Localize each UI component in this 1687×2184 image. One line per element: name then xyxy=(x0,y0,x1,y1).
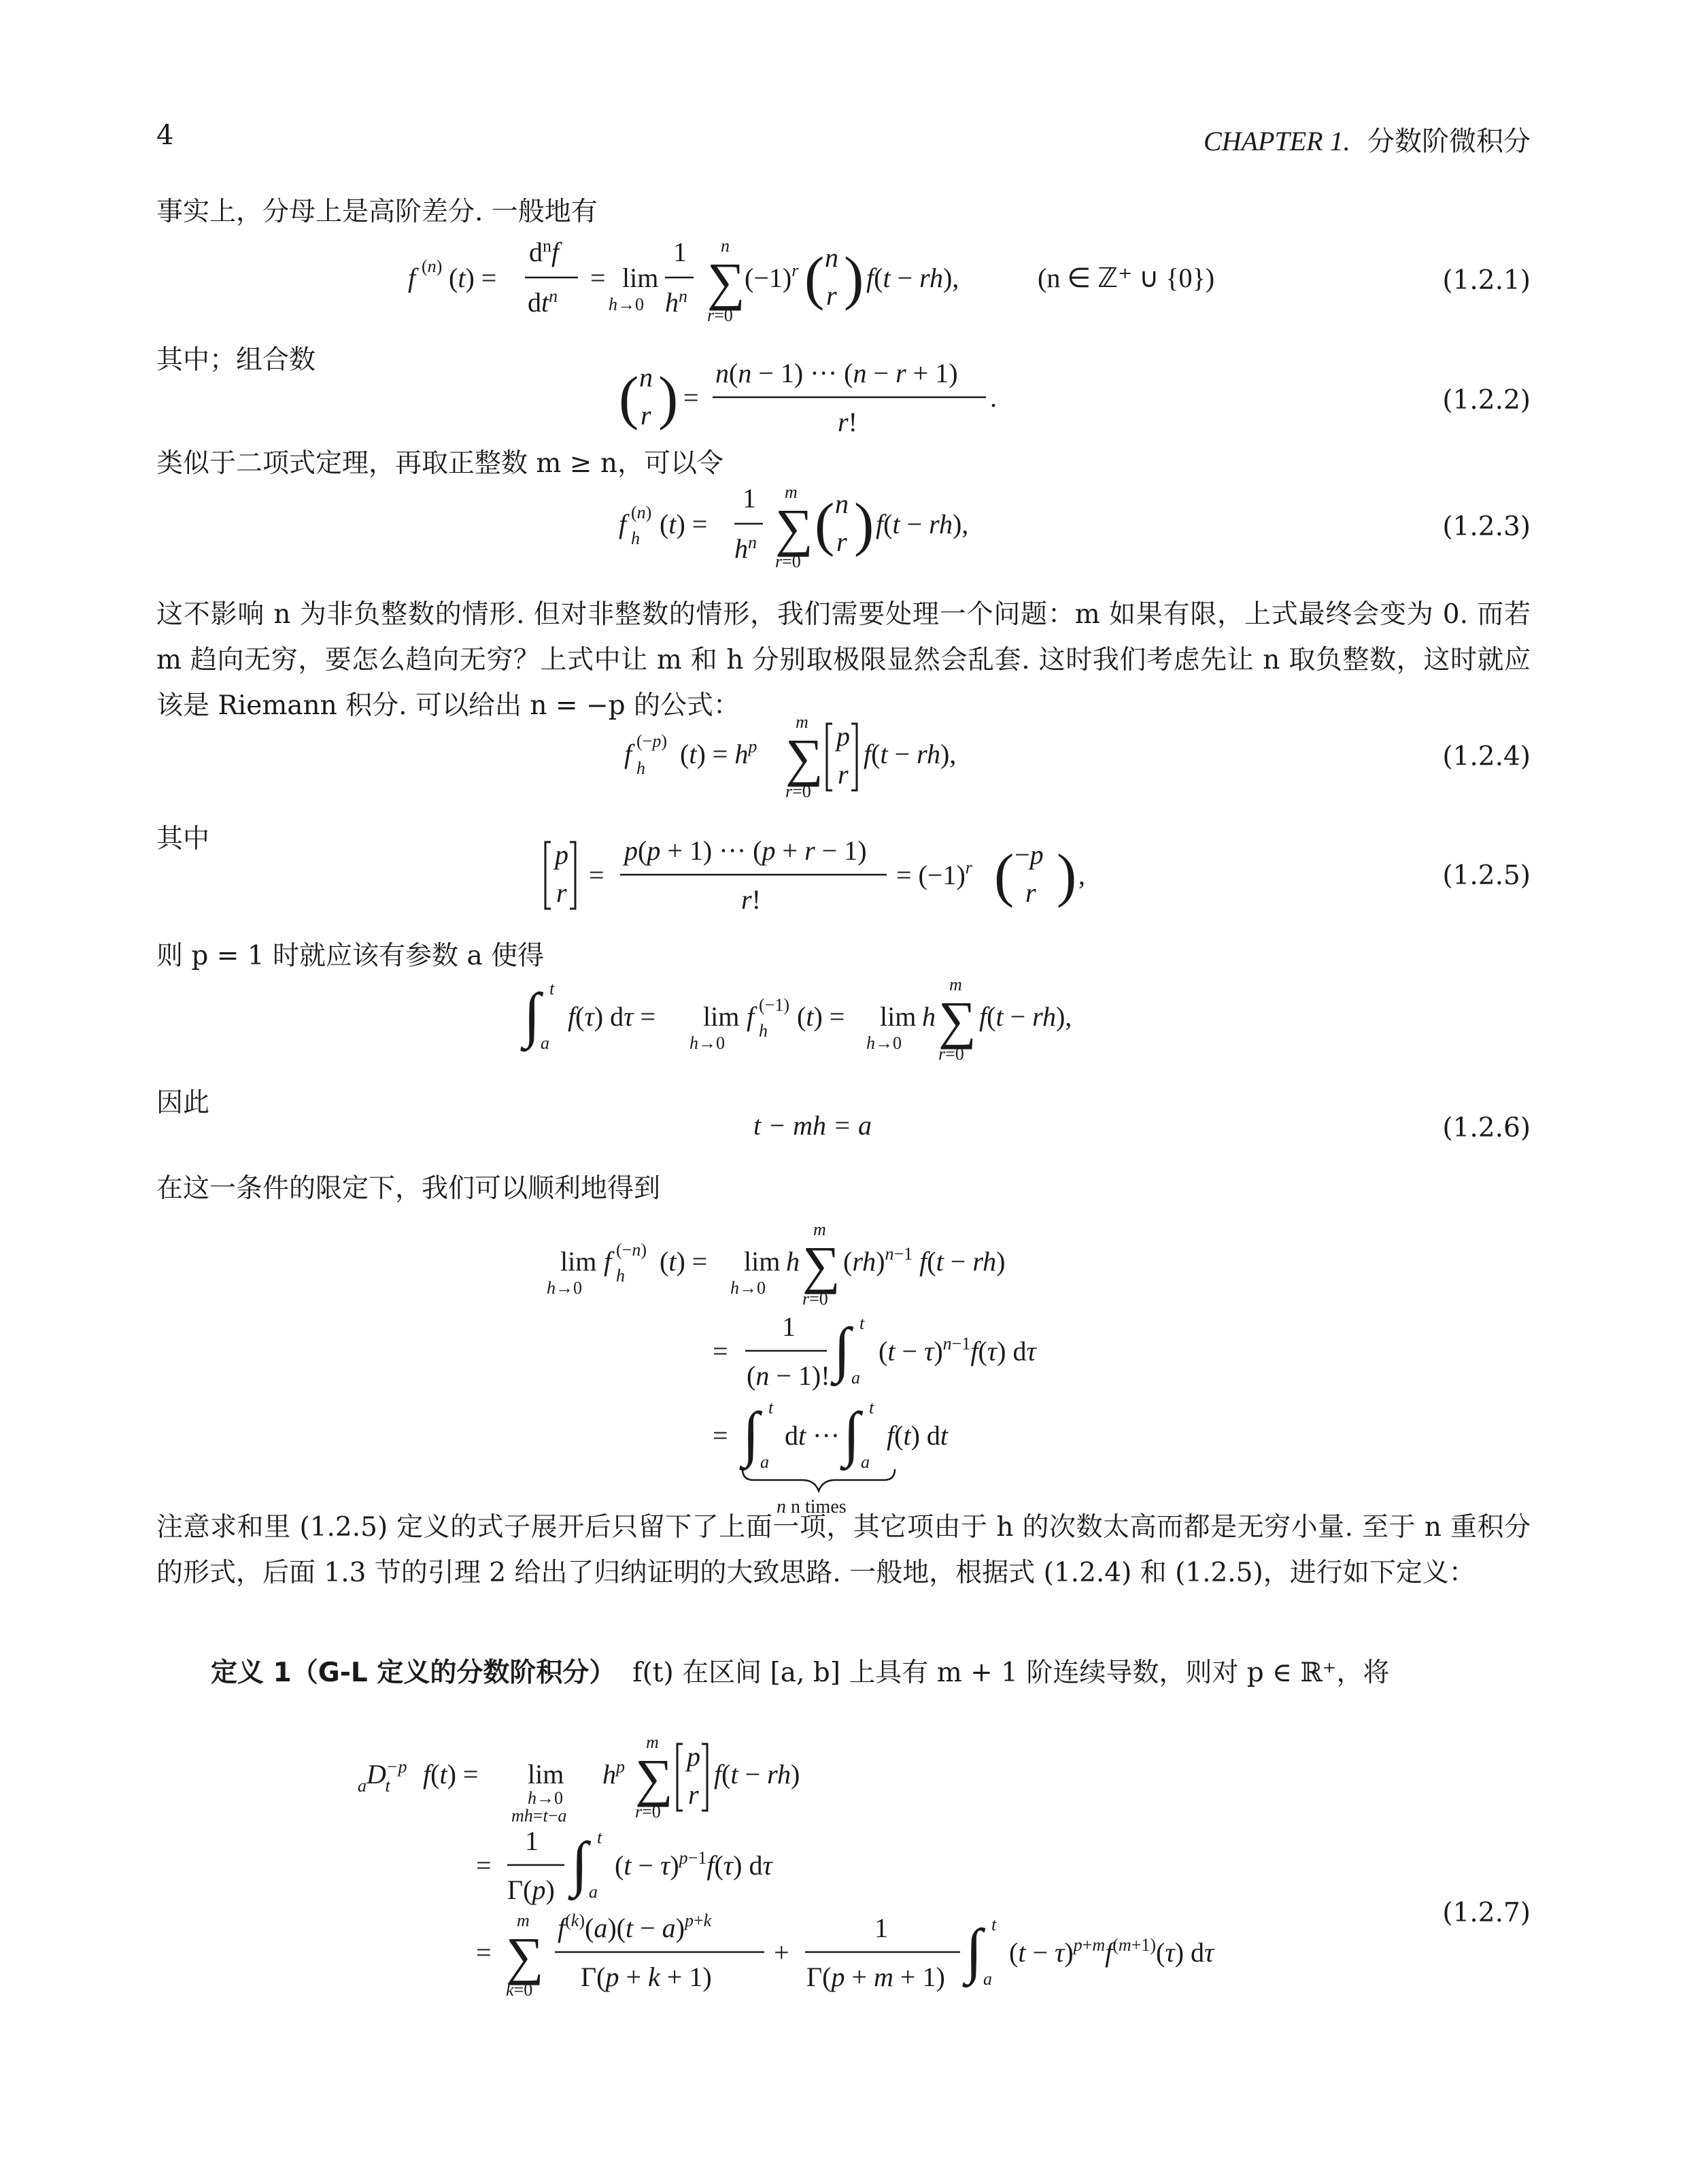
equation-number-7: (1.2.7) xyxy=(1442,1898,1531,1928)
svg-text:f: f xyxy=(604,1246,612,1277)
svg-text:−p: −p xyxy=(1015,839,1044,870)
svg-text:1: 1 xyxy=(525,1826,539,1856)
svg-text:f: f xyxy=(619,509,627,539)
svg-text:n: n xyxy=(639,362,653,392)
svg-text:aD−pt: $_aD^{-p}$ t xyxy=(358,1757,407,1796)
svg-text:f(k)(a)(t − a)p+k: $f^{(k)}(a)(t - a)^{p+k}$ xyxy=(558,1911,712,1943)
svg-text:∑: ∑ xyxy=(785,728,823,787)
svg-text:n: n xyxy=(721,236,730,256)
svg-text:n(n − 1) ··· (n − r + 1): n(n − 1) ··· (n − r + 1) xyxy=(715,358,958,388)
svg-text:f(t − rh),: f(t − rh), xyxy=(876,509,969,539)
equation-1-condition: (n ∈ ℤ⁺ ∪ {0}) xyxy=(1038,263,1215,293)
svg-text:h→0: h→0 xyxy=(866,1033,902,1053)
svg-text:r=0: r=0 xyxy=(775,552,801,571)
svg-text:1: 1 xyxy=(743,483,756,514)
definition-heading: 定义 1（G-L 定义的分数阶积分） xyxy=(211,1658,616,1688)
equation-number-6: (1.2.6) xyxy=(1442,1113,1531,1143)
svg-text:hn: $h^n$ xyxy=(665,286,687,318)
svg-text:m: m xyxy=(813,1220,826,1239)
svg-text:f(τ) dτ =: f(τ) dτ = xyxy=(568,1001,655,1032)
svg-text:∫: ∫ xyxy=(524,981,541,1049)
svg-text:f(t − rh),: f(t − rh), xyxy=(864,739,957,769)
svg-text:r=0: r=0 xyxy=(785,782,811,801)
svg-text:h: h xyxy=(759,1021,768,1041)
chapter-label: CHAPTER 1. xyxy=(1204,126,1350,156)
svg-text:n: n xyxy=(835,488,849,519)
svg-text:r=0: r=0 xyxy=(635,1802,661,1821)
svg-text:f(t − rh),: f(t − rh), xyxy=(866,263,959,293)
svg-text:(: ( xyxy=(815,492,835,558)
svg-text:f(t) =: f(t) = xyxy=(423,1759,479,1790)
svg-text:a: a xyxy=(589,1882,598,1902)
equation-1-2-6 xyxy=(753,1110,872,1141)
svg-text:1: 1 xyxy=(874,1913,888,1943)
svg-text:): ) xyxy=(844,246,864,312)
svg-text:=: = xyxy=(713,1336,728,1366)
svg-text:∑: ∑ xyxy=(775,498,813,557)
equation-1-2-4 xyxy=(624,712,956,801)
svg-text:Γ(p + m + 1): Γ(p + m + 1) xyxy=(806,1962,945,1992)
svg-text:(t − τ)p+mf(m+1)(τ) dτ: $(t - \tau)^{p+m}f^{(m+1)}(\tau)$ dτ xyxy=(1009,1935,1214,1968)
svg-text:a: a xyxy=(851,1368,860,1388)
svg-text:t: t xyxy=(768,1398,774,1417)
paragraph-3: 类似于二项式定理，再取正整数 m ≥ n，可以令 xyxy=(156,448,723,479)
svg-text:mh=t−a: mh=t−a xyxy=(511,1806,567,1826)
svg-text:): ) xyxy=(1057,843,1077,909)
svg-text:a: a xyxy=(541,1033,549,1053)
chapter-title: 分数阶微积分 xyxy=(1367,126,1531,157)
svg-text:dt ···: dt ··· xyxy=(785,1420,840,1451)
equation-1-2-2 xyxy=(619,358,997,437)
svg-text:r: r xyxy=(826,280,837,311)
equation-number-2: (1.2.2) xyxy=(1442,385,1531,416)
svg-text:h: h xyxy=(922,1001,936,1032)
svg-text:f(t − rh),: f(t − rh), xyxy=(979,1001,1072,1032)
paragraph-6: 则 p = 1 时就应该有参数 a 使得 xyxy=(156,941,545,971)
svg-text:r!: r! xyxy=(838,407,857,437)
paragraph-9: 注意求和里 (1.2.5) 定义的式子展开后只留下了上面一项，其它项由于 h 的次数太高而都是无穷小量. 至于 n 重积分的形式，后面 1.3 节的引理 2 给出了归纳证明的大致思路. 一般地，根据式 (1.2.4) 和 (1.2.5)，进行如下定义： xyxy=(156,1512,1531,1588)
svg-text:(n): (n) xyxy=(631,503,652,522)
svg-text:h→0: h→0 xyxy=(689,1033,725,1053)
svg-text:f(t) dt: f(t) dt xyxy=(887,1420,949,1451)
svg-text:lim: lim xyxy=(528,1759,564,1790)
svg-text:r=0: r=0 xyxy=(938,1044,964,1064)
paragraph-5: 其中 xyxy=(156,824,210,854)
svg-text:(−p): (−p) xyxy=(636,731,667,751)
svg-text:∫: ∫ xyxy=(743,1400,760,1468)
svg-text:(: ( xyxy=(804,246,825,312)
svg-text:lim: lim xyxy=(560,1246,597,1277)
svg-text:t: t xyxy=(549,979,555,998)
svg-text:=: = xyxy=(589,860,604,890)
svg-text:=: = xyxy=(590,263,606,293)
svg-text:(t) =: (t) = xyxy=(797,1001,845,1032)
svg-text:(n − 1)!: (n − 1)! xyxy=(747,1360,830,1391)
svg-text:(t) = hp: $(t) = h^p$ xyxy=(680,737,757,769)
svg-text:r: r xyxy=(641,400,651,431)
svg-text:r=0: r=0 xyxy=(802,1289,828,1309)
svg-text:a: a xyxy=(760,1452,769,1472)
svg-text:=: = xyxy=(683,382,699,413)
svg-text:(−n): (−n) xyxy=(616,1240,647,1260)
equation-1-2-3 xyxy=(619,482,968,571)
svg-text:t: t xyxy=(597,1828,602,1847)
svg-text:(t) =: (t) = xyxy=(449,263,497,293)
svg-text:r: r xyxy=(556,877,567,908)
svg-text:m: m xyxy=(949,975,962,994)
equation-1-2-5 xyxy=(545,835,1085,915)
equation-derivation xyxy=(547,1220,1037,1517)
svg-text:r!: r! xyxy=(741,884,761,915)
svg-text:∑: ∑ xyxy=(506,1926,544,1985)
svg-text:lim: lim xyxy=(744,1246,781,1277)
svg-text:(n): (n) xyxy=(422,256,443,276)
svg-text:m: m xyxy=(796,712,808,732)
svg-text:(rh)n−1 f(t − rh): (rh)$^{n-1}$ f(t − rh) xyxy=(843,1244,1006,1277)
svg-text:k=0: k=0 xyxy=(506,1980,533,2000)
svg-text:f(t − rh): f(t − rh) xyxy=(714,1759,800,1790)
svg-text:f: f xyxy=(408,263,416,293)
svg-text:∫: ∫ xyxy=(843,1400,860,1468)
equation-1-2-7 xyxy=(358,1732,1215,2000)
svg-text:t: t xyxy=(869,1398,874,1417)
svg-text:r: r xyxy=(1025,877,1036,908)
svg-text:h→0: h→0 xyxy=(730,1278,766,1298)
svg-text:r=0: r=0 xyxy=(707,305,733,325)
svg-text:(t − τ)p−1f(τ) dτ: $(t - \tau)^{p-1}f(\tau)$ dτ xyxy=(615,1848,772,1881)
paragraph-8: 在这一条件的限定下，我们可以顺利地得到 xyxy=(156,1173,661,1204)
svg-text:lim: lim xyxy=(622,263,659,293)
svg-text:t: t xyxy=(859,1313,865,1333)
svg-text:∫: ∫ xyxy=(966,1917,983,1985)
equation-number-3: (1.2.3) xyxy=(1442,511,1531,542)
svg-text:(t) =: (t) = xyxy=(660,1246,708,1277)
svg-text:t: t xyxy=(991,1915,997,1934)
svg-text:∫: ∫ xyxy=(834,1316,851,1383)
svg-text:(−1): (−1) xyxy=(759,995,789,1015)
svg-text:n: n xyxy=(825,242,838,273)
svg-text:lim: lim xyxy=(703,1001,740,1032)
svg-text:(−1)r: $(-1)^r$ xyxy=(745,261,799,293)
svg-text:dnf: $d^nf$ xyxy=(529,236,560,267)
equation-number-5: (1.2.5) xyxy=(1442,860,1531,891)
svg-text:r: r xyxy=(838,759,849,790)
svg-text:f: f xyxy=(624,739,632,769)
svg-text:=: = xyxy=(713,1420,728,1451)
svg-text:= (−1)r: = $(-1)^r$ xyxy=(896,858,972,890)
svg-text:p: p xyxy=(555,839,568,870)
equation-p1-integral xyxy=(520,975,1072,1064)
svg-text:a: a xyxy=(983,1969,992,1989)
svg-text:hn: $h^n$ xyxy=(734,533,757,564)
svg-text:∑: ∑ xyxy=(707,252,745,311)
svg-text:∑: ∑ xyxy=(802,1235,840,1294)
svg-text:(t − τ)n−1f(τ) dτ: $(t - \tau)^{n-1}f(\tau)$ dτ xyxy=(879,1334,1036,1366)
svg-text:(t) =: (t) = xyxy=(660,509,708,539)
svg-text:h: h xyxy=(616,1266,625,1286)
svg-text:hp: $h^p$ xyxy=(602,1757,625,1790)
svg-text:h: h xyxy=(631,528,640,548)
equation-6-text: t − mh = a xyxy=(753,1110,872,1141)
svg-text:m: m xyxy=(646,1732,659,1752)
svg-text:): ) xyxy=(658,365,679,431)
svg-text:Γ(p + k + 1): Γ(p + k + 1) xyxy=(581,1962,712,1992)
svg-text:h: h xyxy=(786,1246,800,1277)
equation-1-2-1 xyxy=(408,236,1214,325)
paragraph-4: 这不影响 n 为非负整数的情形. 但对非整数的情形，我们需要处理一个问题：m 如果有限，上式最终会变为 0. 而若 m 趋向无穷，要怎么趋向无穷？上式中让 m 和 h 分别取极限显然会乱套. 这时我们考虑先让 n 取负整数，这时就应该是 Riemann 积分. 可以给出 n = −p 的公式： xyxy=(156,599,1531,721)
svg-text:.: . xyxy=(990,382,997,413)
svg-text:r: r xyxy=(836,526,847,557)
svg-text:h→0: h→0 xyxy=(547,1278,582,1298)
svg-text:∫: ∫ xyxy=(571,1830,588,1898)
svg-text:∑: ∑ xyxy=(938,990,976,1049)
svg-text:,: , xyxy=(1078,860,1085,890)
svg-text:1: 1 xyxy=(782,1311,796,1342)
svg-text:+: + xyxy=(774,1937,789,1968)
svg-text:): ) xyxy=(854,492,874,558)
equation-number-1: (1.2.1) xyxy=(1442,265,1531,296)
svg-text:h→0: h→0 xyxy=(528,1788,563,1808)
underbrace-label: n n times xyxy=(777,1496,847,1517)
svg-text:(: ( xyxy=(619,365,639,431)
svg-text:h: h xyxy=(636,758,645,778)
svg-text:∑: ∑ xyxy=(635,1748,673,1807)
svg-text:m: m xyxy=(785,482,798,502)
svg-text:Γ(p): Γ(p) xyxy=(507,1875,555,1905)
svg-text:p(p + 1) ··· (p + r − 1): p(p + 1) ··· (p + r − 1) xyxy=(624,835,867,866)
svg-text:(: ( xyxy=(994,843,1015,909)
svg-text:f: f xyxy=(747,1001,755,1032)
svg-text:1: 1 xyxy=(673,237,687,267)
svg-text:dtn: $dt^n$ xyxy=(528,286,558,318)
page-number: 4 xyxy=(156,120,174,151)
svg-text:=: = xyxy=(476,1937,492,1968)
paragraph-2: 其中；组合数 xyxy=(156,345,316,375)
svg-text:p: p xyxy=(687,1741,700,1772)
svg-text:h→0: h→0 xyxy=(609,295,644,314)
equation-number-4: (1.2.4) xyxy=(1442,741,1531,772)
svg-text:=: = xyxy=(476,1850,492,1881)
svg-text:r: r xyxy=(688,1779,699,1810)
svg-text:a: a xyxy=(861,1452,870,1472)
definition-text: f(t) 在区间 [a, b] 上具有 m + 1 阶连续导数，则对 p ∈ ℝ⁺，将 xyxy=(632,1658,1390,1688)
svg-text:m: m xyxy=(517,1911,530,1930)
svg-text:p: p xyxy=(836,721,850,752)
svg-text:lim: lim xyxy=(880,1001,917,1032)
paragraph-1: 事实上，分母上是高阶差分. 一般地有 xyxy=(156,197,598,227)
paragraph-7: 因此 xyxy=(156,1088,210,1118)
